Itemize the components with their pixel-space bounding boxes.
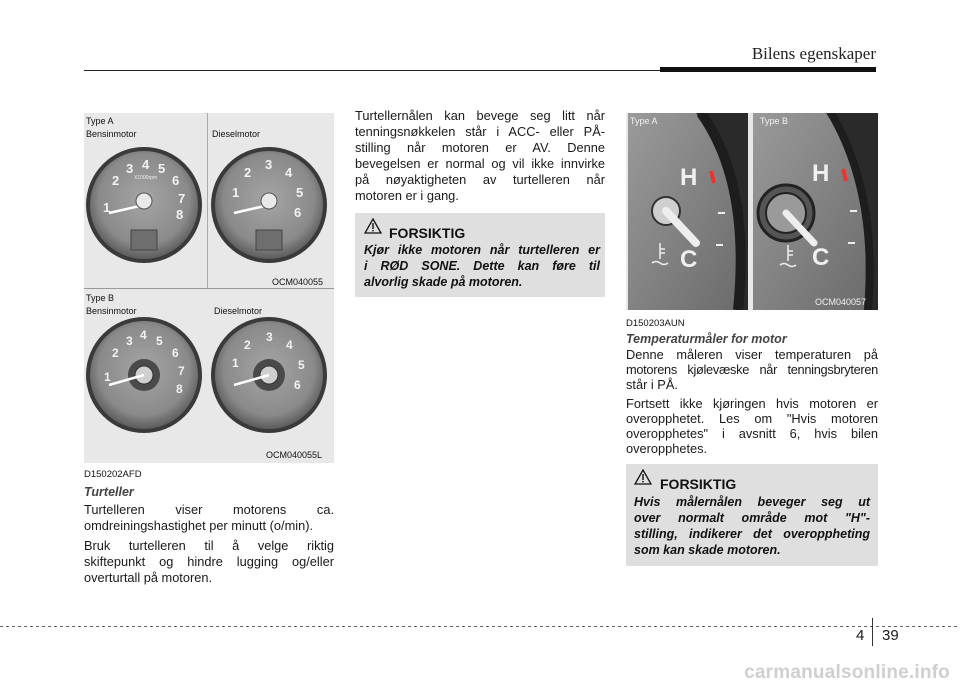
svg-text:6: 6: [172, 346, 179, 360]
tacho-num-4: 4: [142, 157, 150, 172]
hot-mark: H: [680, 164, 698, 191]
svg-text:2: 2: [244, 338, 251, 352]
chapter-number: 4: [856, 627, 865, 644]
cold-mark: C: [680, 246, 698, 273]
figure-code-temp: OCM040057: [815, 297, 867, 307]
caution-text-line: over normalt område mot "H"-: [634, 511, 870, 525]
svg-text:6: 6: [294, 378, 301, 392]
page-separator: [872, 618, 873, 646]
svg-text:2: 2: [244, 165, 252, 180]
dieselmotor-label-bottom: Dieselmotor: [214, 306, 263, 316]
section-heading: Turteller: [84, 485, 134, 499]
footer-rule: [0, 626, 960, 627]
tacho-num-1: 1: [103, 200, 111, 215]
svg-text:1: 1: [232, 356, 239, 370]
tachometer-petrol-type-b: [86, 317, 202, 433]
tacho-num-8: 8: [176, 207, 184, 222]
svg-text:3: 3: [126, 334, 133, 348]
type-a-label: Type A: [86, 116, 114, 126]
tachometer-illustrations: [84, 113, 334, 463]
unit-label: X1000rpm: [134, 175, 158, 181]
svg-text:5: 5: [298, 358, 305, 372]
caution-text-line: som kan skade motoren.: [634, 543, 781, 557]
temperature-gauge-type-b: [753, 113, 878, 310]
caution-text-line: i RØD SONE. Dette kan føre til: [364, 259, 600, 273]
svg-text:4: 4: [286, 338, 293, 352]
svg-text:H: H: [812, 160, 830, 187]
temperature-gauge-type-a: [628, 113, 748, 310]
svg-text:1: 1: [232, 185, 240, 200]
header-title: Bilens egenskaper: [751, 44, 876, 63]
paragraph-line: omdreiningshastighet per minutt (o/min).: [84, 518, 314, 533]
tacho-num-6: 6: [172, 173, 180, 188]
section-code: D150203AUN: [626, 318, 685, 329]
caution-title: FORSIKTIG: [660, 476, 737, 492]
type-b-label-temp: Type B: [760, 116, 789, 126]
svg-text:5: 5: [156, 334, 163, 348]
figure-code-bottom: OCM040055L: [266, 450, 323, 460]
svg-text:8: 8: [176, 382, 183, 396]
svg-text:4: 4: [140, 328, 147, 342]
paragraph-line: Denne måleren viser temperaturen på: [626, 347, 878, 362]
paragraph-line: på nøyaktigheten av turtelleren når: [355, 172, 605, 187]
svg-text:5: 5: [296, 185, 304, 200]
svg-text:7: 7: [178, 364, 185, 378]
caution-text-line: stilling, indikerer det overoppheting: [634, 527, 870, 541]
svg-text:1: 1: [104, 370, 111, 384]
svg-text:C: C: [812, 244, 830, 271]
tacho-num-2: 2: [112, 173, 120, 188]
tachometer-petrol-type-a: [86, 147, 202, 263]
paragraph-line: står i PÅ.: [626, 377, 678, 392]
paragraph-line: Bruk turtelleren til å velge riktig: [84, 538, 334, 553]
section-code: D150202AFD: [84, 469, 142, 480]
page-number: 39: [882, 627, 899, 644]
tachometer-diesel-type-b: [211, 317, 327, 433]
svg-text:6: 6: [294, 205, 302, 220]
bensinmotor-label-top: Bensinmotor: [86, 129, 137, 139]
paragraph-line: skiftepunkt og hindre lugging og/eller: [84, 554, 334, 569]
svg-text:3: 3: [265, 157, 273, 172]
caution-text-line: alvorlig skade på motoren.: [364, 275, 523, 289]
temperature-gauge-illustrations: [626, 113, 878, 310]
caution-text-line: Hvis målernålen beveger seg ut: [634, 495, 870, 509]
bensinmotor-label-bottom: Bensinmotor: [86, 306, 137, 316]
paragraph-line: overopphetet. Les om "Hvis motoren: [626, 411, 878, 426]
paragraph-line: Fortsett ikke kjøringen hvis motoren er: [626, 396, 878, 411]
tacho-num-5: 5: [158, 161, 166, 176]
paragraph-line: stilling når motoren er AV. Denne: [355, 140, 605, 155]
svg-text:2: 2: [112, 346, 119, 360]
paragraph-line: overopphetes" i avsnitt 6, hvis bilen: [626, 426, 878, 441]
paragraph-line: overopphetes.: [626, 441, 708, 456]
type-b-label: Type B: [86, 293, 115, 303]
paragraph-line: overturtall på motoren.: [84, 570, 213, 585]
paragraph-line: motoren er i gang.: [355, 188, 459, 203]
section-heading: Temperaturmåler for motor: [626, 332, 787, 346]
caution-title: FORSIKTIG: [389, 225, 466, 241]
svg-text:4: 4: [285, 165, 293, 180]
warning-triangle-icon: [364, 218, 382, 234]
paragraph-line: motorens kjølevæske når tenningsbryteren: [626, 362, 878, 377]
dieselmotor-label-top: Dieselmotor: [212, 129, 261, 139]
tacho-num-3: 3: [126, 161, 134, 176]
type-a-label-temp: Type A: [630, 116, 658, 126]
paragraph-line: Turtellernålen kan bevege seg litt når: [355, 108, 605, 123]
header-rule-thick: [660, 67, 876, 72]
warning-triangle-icon: [634, 469, 652, 485]
watermark[interactable]: carmanualsonline.info: [744, 662, 950, 683]
svg-text:3: 3: [266, 330, 273, 344]
paragraph-line: tenningsnøkkelen står i ACC- eller PÅ-: [355, 124, 605, 139]
figure-code-top: OCM040055: [272, 277, 324, 287]
paragraph-line: bevegelsen er normal og vil ikke innvirke: [355, 156, 605, 171]
tachometer-diesel-type-a: [211, 147, 327, 263]
paragraph-line: Turtelleren viser motorens ca.: [84, 502, 334, 517]
caution-text-line: Kjør ikke motoren når turtelleren er: [364, 243, 600, 257]
tacho-num-7: 7: [178, 191, 186, 206]
